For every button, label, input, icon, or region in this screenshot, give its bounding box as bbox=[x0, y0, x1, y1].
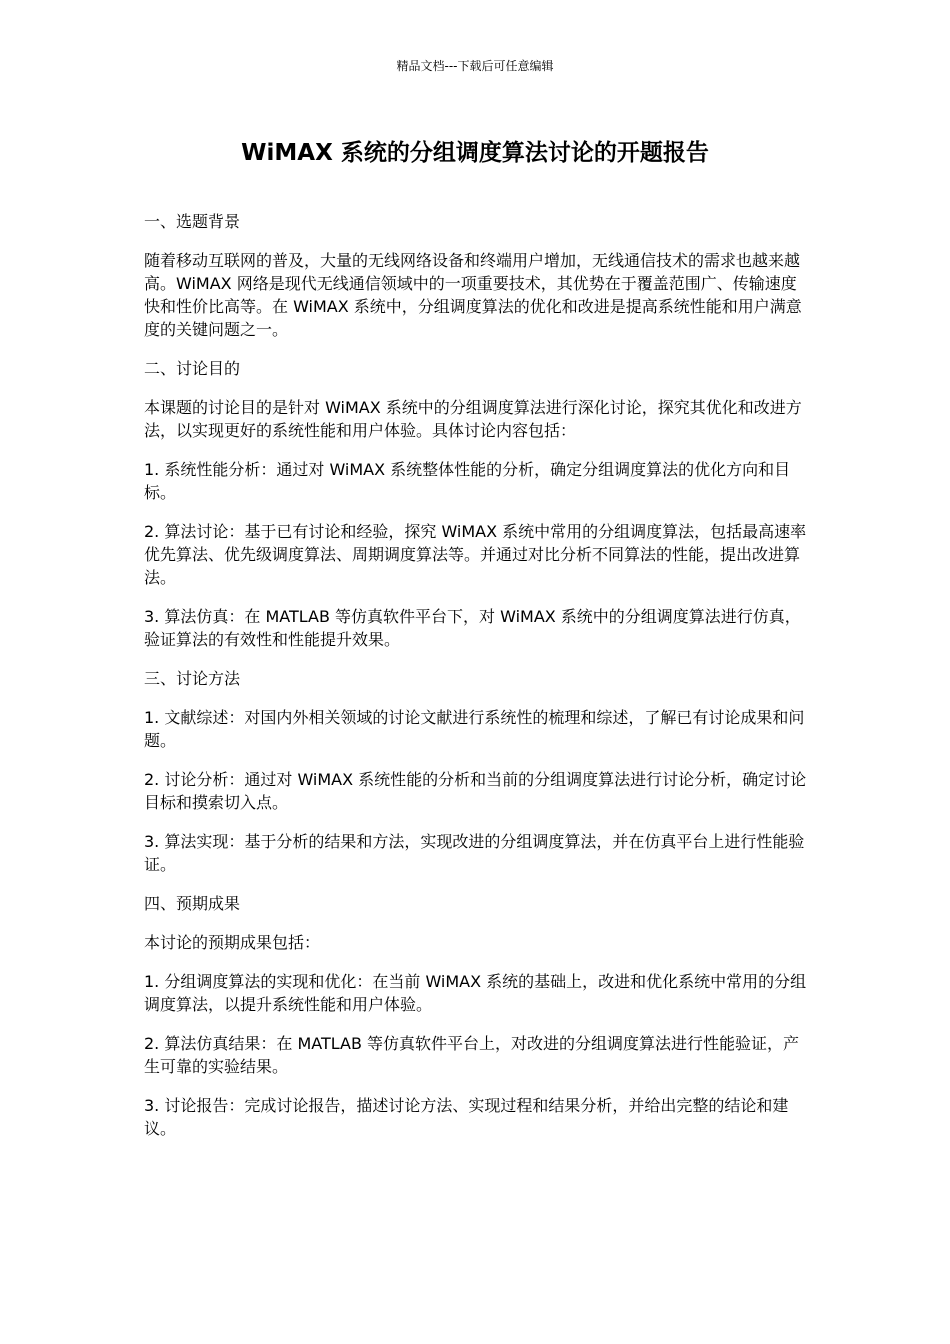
section-heading-outcomes: 四、预期成果 bbox=[144, 894, 241, 913]
list-item: 3. 讨论报告：完成讨论报告，描述讨论方法、实现过程和结果分析，并给出完整的结论和建议。 bbox=[144, 1096, 789, 1138]
paragraph: 本讨论的预期成果包括： bbox=[144, 933, 321, 952]
list-item: 1. 文献综述：对国内外相关领域的讨论文献进行系统性的梳理和综述，了解已有讨论成果和问题。 bbox=[144, 708, 805, 750]
section-heading-purpose: 二、讨论目的 bbox=[144, 359, 241, 378]
list-item: 1. 系统性能分析：通过对 WiMAX 系统整体性能的分析，确定分组调度算法的优化方向和目标。 bbox=[144, 460, 791, 502]
paragraph: 本课题的讨论目的是针对 WiMAX 系统中的分组调度算法进行深化讨论，探究其优化和改进方法，以实现更好的系统性能和用户体验。具体讨论内容包括： bbox=[144, 398, 802, 440]
section-heading-methods: 三、讨论方法 bbox=[144, 669, 241, 688]
list-item: 1. 分组调度算法的实现和优化：在当前 WiMAX 系统的基础上，改进和优化系统中常用的分组调度算法，以提升系统性能和用户体验。 bbox=[144, 972, 807, 1014]
list-item: 3. 算法仿真：在 MATLAB 等仿真软件平台下，对 WiMAX 系统中的分组调度算法进行仿真，验证算法的有效性和性能提升效果。 bbox=[144, 607, 801, 649]
header-note: 精品文档---下载后可任意编辑 bbox=[396, 59, 554, 73]
list-item: 2. 算法仿真结果：在 MATLAB 等仿真软件平台上，对改进的分组调度算法进行性能验证，产生可靠的实验结果。 bbox=[144, 1034, 800, 1076]
document-title: WiMAX 系统的分组调度算法讨论的开题报告 bbox=[241, 140, 709, 166]
list-item: 2. 讨论分析：通过对 WiMAX 系统性能的分析和当前的分组调度算法进行讨论分析，确定讨论目标和摸索切入点。 bbox=[144, 770, 807, 812]
list-item: 2. 算法讨论：基于已有讨论和经验，探究 WiMAX 系统中常用的分组调度算法，包括最高速率优先算法、优先级调度算法、周期调度算法等。并通过对比分析不同算法的性能，提出改进算法。 bbox=[144, 522, 807, 587]
section-heading-background: 一、选题背景 bbox=[144, 212, 241, 231]
list-item: 3. 算法实现：基于分析的结果和方法，实现改进的分组调度算法，并在仿真平台上进行性能验证。 bbox=[144, 832, 805, 874]
document-body bbox=[144, 210, 808, 1156]
paragraph: 随着移动互联网的普及，大量的无线网络设备和终端用户增加，无线通信技术的需求也越来越高。WiMAX 网络是现代无线通信领域中的一项重要技术，其优势在于覆盖范围广、传输速度快和性价比高等。在 WiMAX 系统中，分组调度算法的优化和改进是提高系统性能和用户满意度的关键问题之一。 bbox=[144, 251, 802, 339]
